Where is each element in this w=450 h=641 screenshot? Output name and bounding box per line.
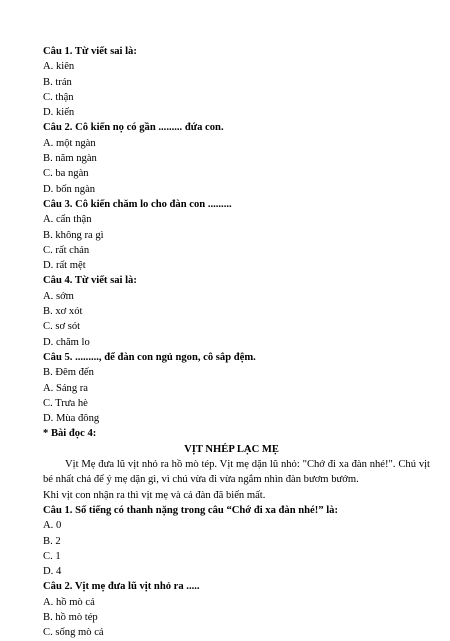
answer-option: C. ba ngàn bbox=[43, 168, 89, 180]
answer-option: A. 0 bbox=[43, 520, 62, 532]
answer-option: C. Trưa hè bbox=[43, 397, 88, 409]
answer-option: A. một ngàn bbox=[43, 137, 96, 149]
answer-option: D. chăm lo bbox=[43, 336, 90, 348]
question-block bbox=[43, 350, 430, 426]
answer-option: B. không ra gì bbox=[43, 229, 104, 241]
answer-option: A. cẩn thận bbox=[43, 214, 92, 226]
answer-option: C. sống mò cá bbox=[43, 627, 104, 639]
question-block bbox=[43, 579, 430, 640]
answer-option: B. hồ mò tép bbox=[43, 611, 98, 623]
question-text: Câu 2. Cô kiến nọ có gần ......... đứa con. bbox=[43, 122, 224, 134]
answer-option: C. 1 bbox=[43, 550, 61, 562]
answer-option: A. sớm bbox=[43, 290, 74, 302]
story-title: VỊT NHÉP LẠC MẸ bbox=[184, 443, 279, 455]
answer-option: D. bốn ngàn bbox=[43, 183, 96, 195]
question-block bbox=[43, 273, 430, 349]
answer-option: C. thận bbox=[43, 91, 74, 103]
answer-option: B. 2 bbox=[43, 535, 61, 547]
answer-option: B. Đêm đến bbox=[43, 367, 94, 379]
answer-option: B. xơ xót bbox=[43, 306, 83, 318]
question-text: Câu 1. Số tiếng có thanh nặng trong câu “Chớ đi xa đàn nhé!” là: bbox=[43, 504, 338, 516]
answer-option: C. rất chán bbox=[43, 244, 90, 256]
question-text: Câu 5. ........., để đàn con ngủ ngon, cô sắp đệm. bbox=[43, 351, 256, 363]
question-block bbox=[43, 503, 430, 579]
answer-option: A. Sáng ra bbox=[43, 382, 89, 394]
question-text: Câu 3. Cô kiến chăm lo cho đàn con ......... bbox=[43, 198, 232, 210]
question-block bbox=[43, 120, 430, 196]
question-text: Câu 2. Vịt mẹ đưa lũ vịt nhỏ ra ..... bbox=[43, 581, 200, 593]
question-block bbox=[43, 197, 430, 273]
story-paragraph bbox=[43, 457, 430, 488]
answer-option: D. kiến bbox=[43, 107, 75, 119]
answer-option: D. Mùa đông bbox=[43, 413, 100, 425]
answer-option: D. rất mệt bbox=[43, 260, 86, 272]
answer-option: C. sơ sót bbox=[43, 321, 81, 333]
answer-option: B. năm ngàn bbox=[43, 153, 97, 165]
question-text: Câu 4. Từ viết sai là: bbox=[43, 275, 137, 287]
story-paragraph-text: Vịt Mẹ đưa lũ vịt nhỏ ra hồ mò tép. Vịt mẹ dặn lũ nhỏ: "Chớ đi xa đàn nhé!". Chú vịt bé nhất chả để ý mẹ dặn gì, vì chú vừa đi vừa ngắm nhìn đàn bươm bướm. bbox=[43, 459, 430, 486]
story-paragraph: Khi vịt con nhận ra thì vịt mẹ và cả đàn đã biến mất. bbox=[43, 489, 266, 501]
question-block bbox=[43, 44, 430, 120]
section-label: * Bài đọc 4: bbox=[43, 428, 97, 440]
answer-option: A. hồ mò cá bbox=[43, 596, 95, 608]
answer-option: A. kiên bbox=[43, 61, 75, 73]
answer-option: D. 4 bbox=[43, 566, 62, 578]
question-text: Câu 1. Từ viết sai là: bbox=[43, 46, 137, 57]
answer-option: B. trán bbox=[43, 76, 72, 88]
